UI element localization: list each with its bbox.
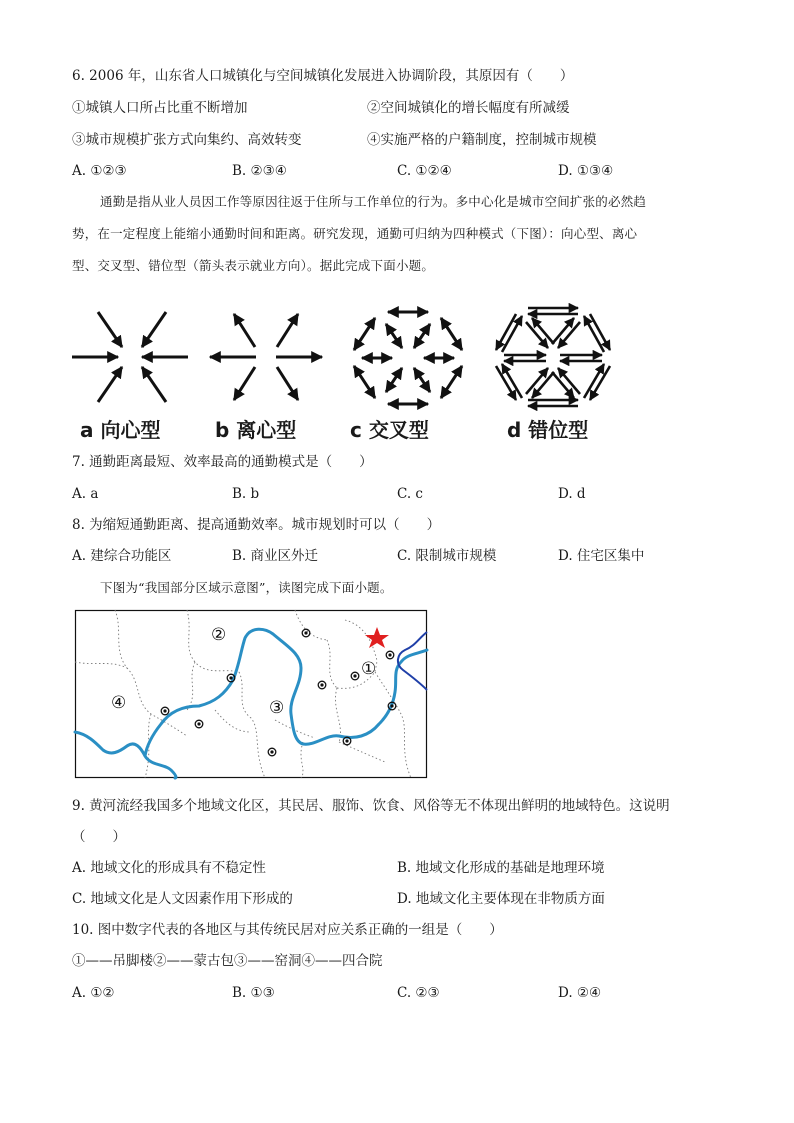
- q10-stem: 10. 图中数字代表的各地区与其传统民居对应关系正确的一组是（ ）: [72, 922, 503, 938]
- q6-item-1: ①城镇人口所占比重不断增加: [72, 100, 248, 116]
- map-region-label: ④: [111, 693, 127, 713]
- q9-option-b: B. 地域文化形成的基础是地理环境: [397, 860, 605, 876]
- q6-item-4: ④实施严格的户籍制度，控制城市规模: [367, 132, 597, 148]
- q6-option-c: C. ①②④: [397, 163, 452, 179]
- q9-option-d: D. 地域文化主要体现在非物质方面: [397, 891, 605, 907]
- pattern-c-cross-diagram: [354, 312, 462, 404]
- map-region-label: ③: [269, 698, 285, 718]
- q7-option-b: B. b: [232, 486, 260, 502]
- q10-option-c: C. ②③: [397, 985, 440, 1001]
- q7-option-a: A. a: [72, 486, 99, 502]
- pattern-b-centrifugal-diagram: [210, 314, 322, 400]
- q8-option-b: B. 商业区外迁: [232, 548, 319, 564]
- q10-items: ①——吊脚楼②——蒙古包③——窑洞④——四合院: [72, 953, 383, 969]
- q9-option-a: A. 地域文化的形成具有不稳定性: [72, 860, 266, 876]
- q8-option-d: D. 住宅区集中: [558, 548, 645, 564]
- q9-option-c: C. 地域文化是人文因素作用下形成的: [72, 891, 293, 907]
- q9-stem-continued: （ ）: [72, 829, 126, 845]
- pattern-d-staggered-diagram: [496, 308, 610, 406]
- q6-option-a: A. ①②③: [72, 163, 127, 179]
- q8-option-c: C. 限制城市规模: [397, 548, 497, 564]
- pattern-a-centripetal-diagram: [72, 312, 188, 402]
- q6-option-d: D. ①③④: [558, 163, 614, 179]
- q9-stem: 9. 黄河流经我国多个地域文化区，其民居、服饰、饮食、风俗等无不体现出鲜明的地域特色。这说明: [72, 798, 670, 814]
- intro1-line-3: 型、交叉型、错位型（箭头表示就业方向）。据此完成下面小题。: [72, 258, 435, 273]
- intro2-text: 下图为“我国部分区域示意图”，读图完成下面小题。: [100, 580, 393, 595]
- map-region-label: ②: [211, 625, 227, 645]
- intro1-line-1: 通勤是指从业人员因工作等原因往返于住所与工作单位的行为。多中心化是城市空间扩张的必然趋: [100, 194, 647, 209]
- q7-option-c: C. c: [397, 486, 423, 502]
- q6-item-2: ②空间城镇化的增长幅度有所减缓: [367, 100, 570, 116]
- pattern-c-label: c 交叉型: [350, 418, 429, 442]
- q10-option-a: A. ①②: [72, 985, 115, 1001]
- q6-option-b: B. ②③④: [232, 163, 287, 179]
- pattern-a-label: a 向心型: [80, 418, 161, 442]
- q8-stem: 8. 为缩短通勤距离、提高通勤效率。城市规划时可以（ ）: [72, 517, 441, 533]
- q6-item-3: ③城市规模扩张方式向集约、高效转变: [72, 132, 302, 148]
- pattern-b-label: b 离心型: [215, 418, 297, 442]
- region-map: [75, 610, 427, 778]
- map-region-label: ①: [361, 659, 377, 679]
- q7-stem: 7. 通勤距离最短、效率最高的通勤模式是（ ）: [72, 454, 373, 470]
- q10-option-b: B. ①③: [232, 985, 275, 1001]
- pattern-d-label: d 错位型: [507, 418, 589, 442]
- q10-option-d: D. ②④: [558, 985, 602, 1001]
- q8-option-a: A. 建综合功能区: [72, 548, 172, 564]
- intro1-line-2: 势，在一定程度上能缩小通勤时间和距离。研究发现，通勤可归纳为四种模式（下图）：向心型、离心: [72, 226, 638, 241]
- q6-stem: 6. 2006 年，山东省人口城镇化与空间城镇化发展进入协调阶段，其原因有（ ）: [72, 68, 574, 84]
- q7-option-d: D. d: [558, 486, 586, 502]
